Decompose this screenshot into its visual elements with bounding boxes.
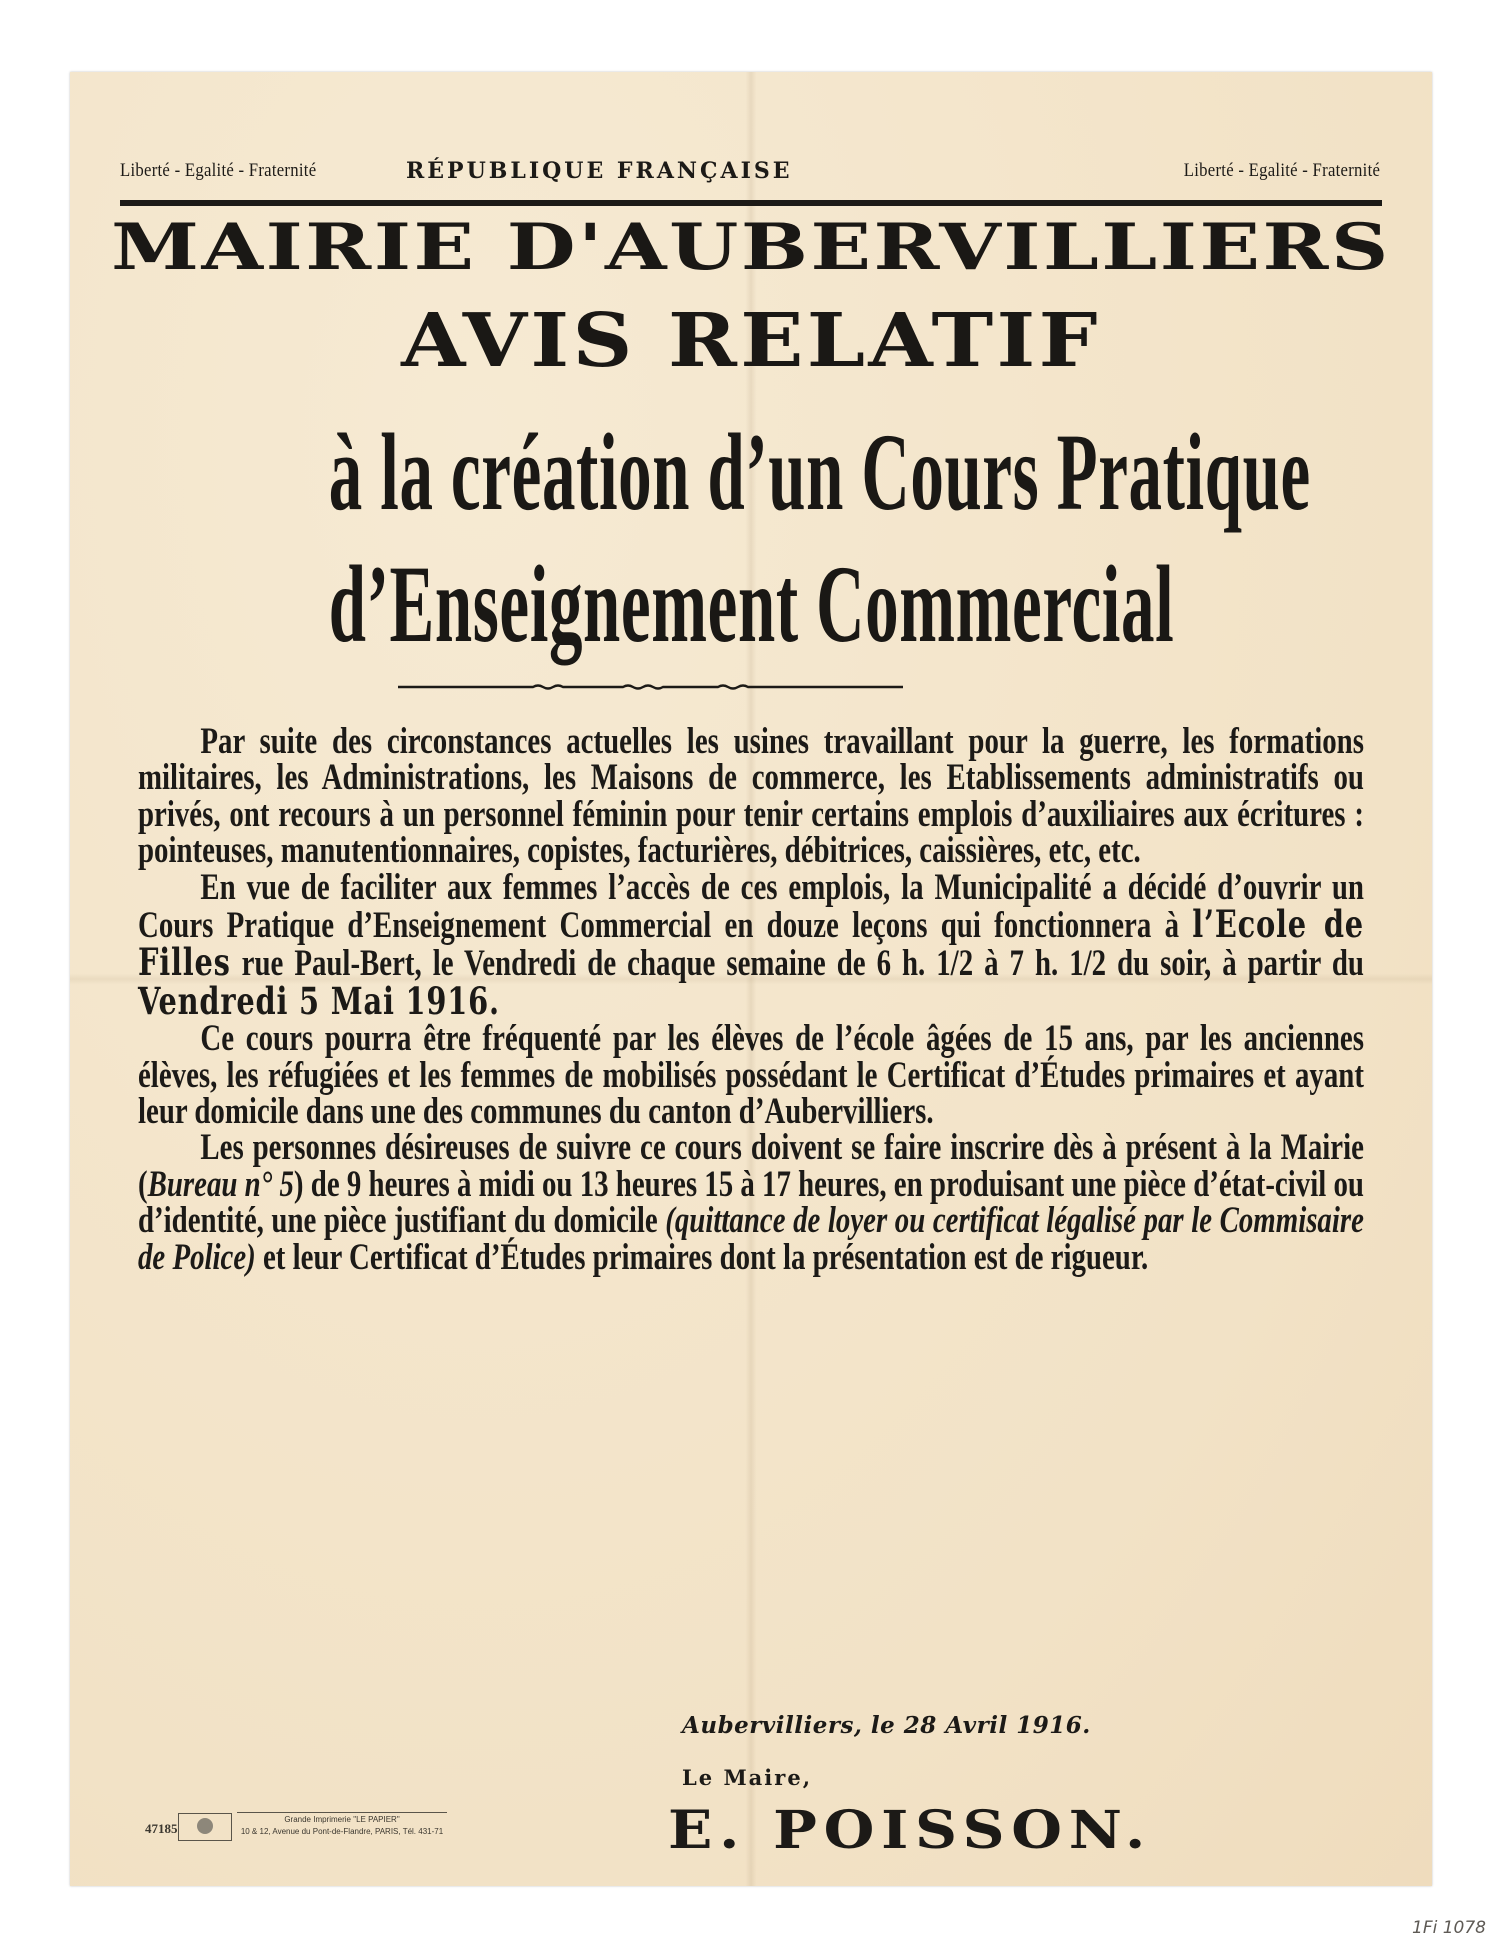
poster — [70, 72, 1432, 1886]
notice-heading: AVIS RELATIF — [401, 298, 1101, 384]
printer-address: 10 & 12, Avenue du Pont-de-Flandre, PARIS, Tél. 431-71 — [240, 1827, 444, 1836]
header-rule — [120, 200, 1382, 206]
dateline: Aubervilliers, le 28 Avril 1916. — [682, 1712, 1091, 1739]
signatory-role: Le Maire, — [682, 1765, 813, 1790]
motto-left: Liberté - Egalité - Fraternité — [120, 160, 317, 181]
subtitle-line-1: à la création d’un Cours Pratique — [328, 412, 1311, 534]
paragraph-context — [138, 721, 1364, 872]
motto-right: Liberté - Egalité - Fraternité — [1183, 160, 1380, 181]
paragraph-context-text: Par suite des circonstances actuelles les usines travaillant pour la guerre, les formations militaires, les Administrations, les Maisons de commerce, les Etablissements administratifs ou privés, ont recours à un personnel féminin pour tenir certains emplois d’auxiliaires aux écritures : pointeuses, manutentionnaires, copistes, facturières, débitrices, caissières, etc, etc. — [138, 721, 1364, 872]
proof-of-residence: (quittance de loyer ou certificat légalisé par le Commisaire de Police) — [138, 1200, 1364, 1278]
eligibility-text: Ce cours pourra être fréquenté par les élèves de l’école âgées de 15 ans, par les anciennes élèves, les réfugiées et les femmes de mobilisés possédant le Certificat d’Études primaires et ayant leur domicile dans une des communes du canton d’Aubervilliers. — [138, 1018, 1364, 1133]
subtitle-line-2: d’Enseignement Commercial — [328, 544, 1175, 666]
republic-heading: RÉPUBLIQUE FRANÇAISE — [406, 158, 793, 184]
paragraph-registration — [138, 1127, 1364, 1278]
registration-text-c: et leur Certificat d’Études primaires dont la présentation est de rigueur. — [255, 1236, 1149, 1278]
registration-text-a: Les personnes désireuses de suivre ce cours doivent se faire inscrire dès à présent à la Mairie ( — [138, 1127, 1364, 1205]
issuer-title: MAIRIE D'AUBERVILLIERS — [111, 210, 1391, 285]
printer-name: Grande Imprimerie "LE PAPIER" — [284, 1815, 400, 1824]
course-text-b: rue Paul-Bert, le Vendredi de chaque semaine de 6 h. 1/2 à 7 h. 1/2 du soir, à partir du — [230, 943, 1364, 985]
signatory-name: E. POISSON. — [668, 1800, 1152, 1861]
archive-call-number: 1Fi 1078 — [1412, 1918, 1486, 1938]
registration-text-b: ) de 9 heures à midi ou 13 heures 15 à 17 heures, en produisant une pièce d’état-civil ou d’identité, une pièce justifiant du domicile — [138, 1163, 1364, 1242]
ornamental-rule — [398, 680, 903, 694]
printer-logo-icon — [178, 1813, 232, 1841]
school-name: l’Ecole de Filles — [138, 902, 1364, 985]
printer-rule — [237, 1812, 447, 1813]
office-number: Bureau n° 5 — [147, 1163, 294, 1205]
notice-body — [138, 721, 1364, 1278]
paragraph-eligibility — [138, 1018, 1364, 1133]
print-number: 47185 — [145, 1821, 178, 1836]
start-date: Vendredi 5 Mai 1916. — [138, 978, 500, 1023]
course-text-a: En vue de faciliter aux femmes l’accès de ces emplois, la Municipalité a décidé d’ouvrir un Cours Pratique d’Enseignement Commercial en douze leçons qui fonctionnera à — [138, 866, 1364, 947]
paragraph-course — [138, 866, 1364, 1023]
